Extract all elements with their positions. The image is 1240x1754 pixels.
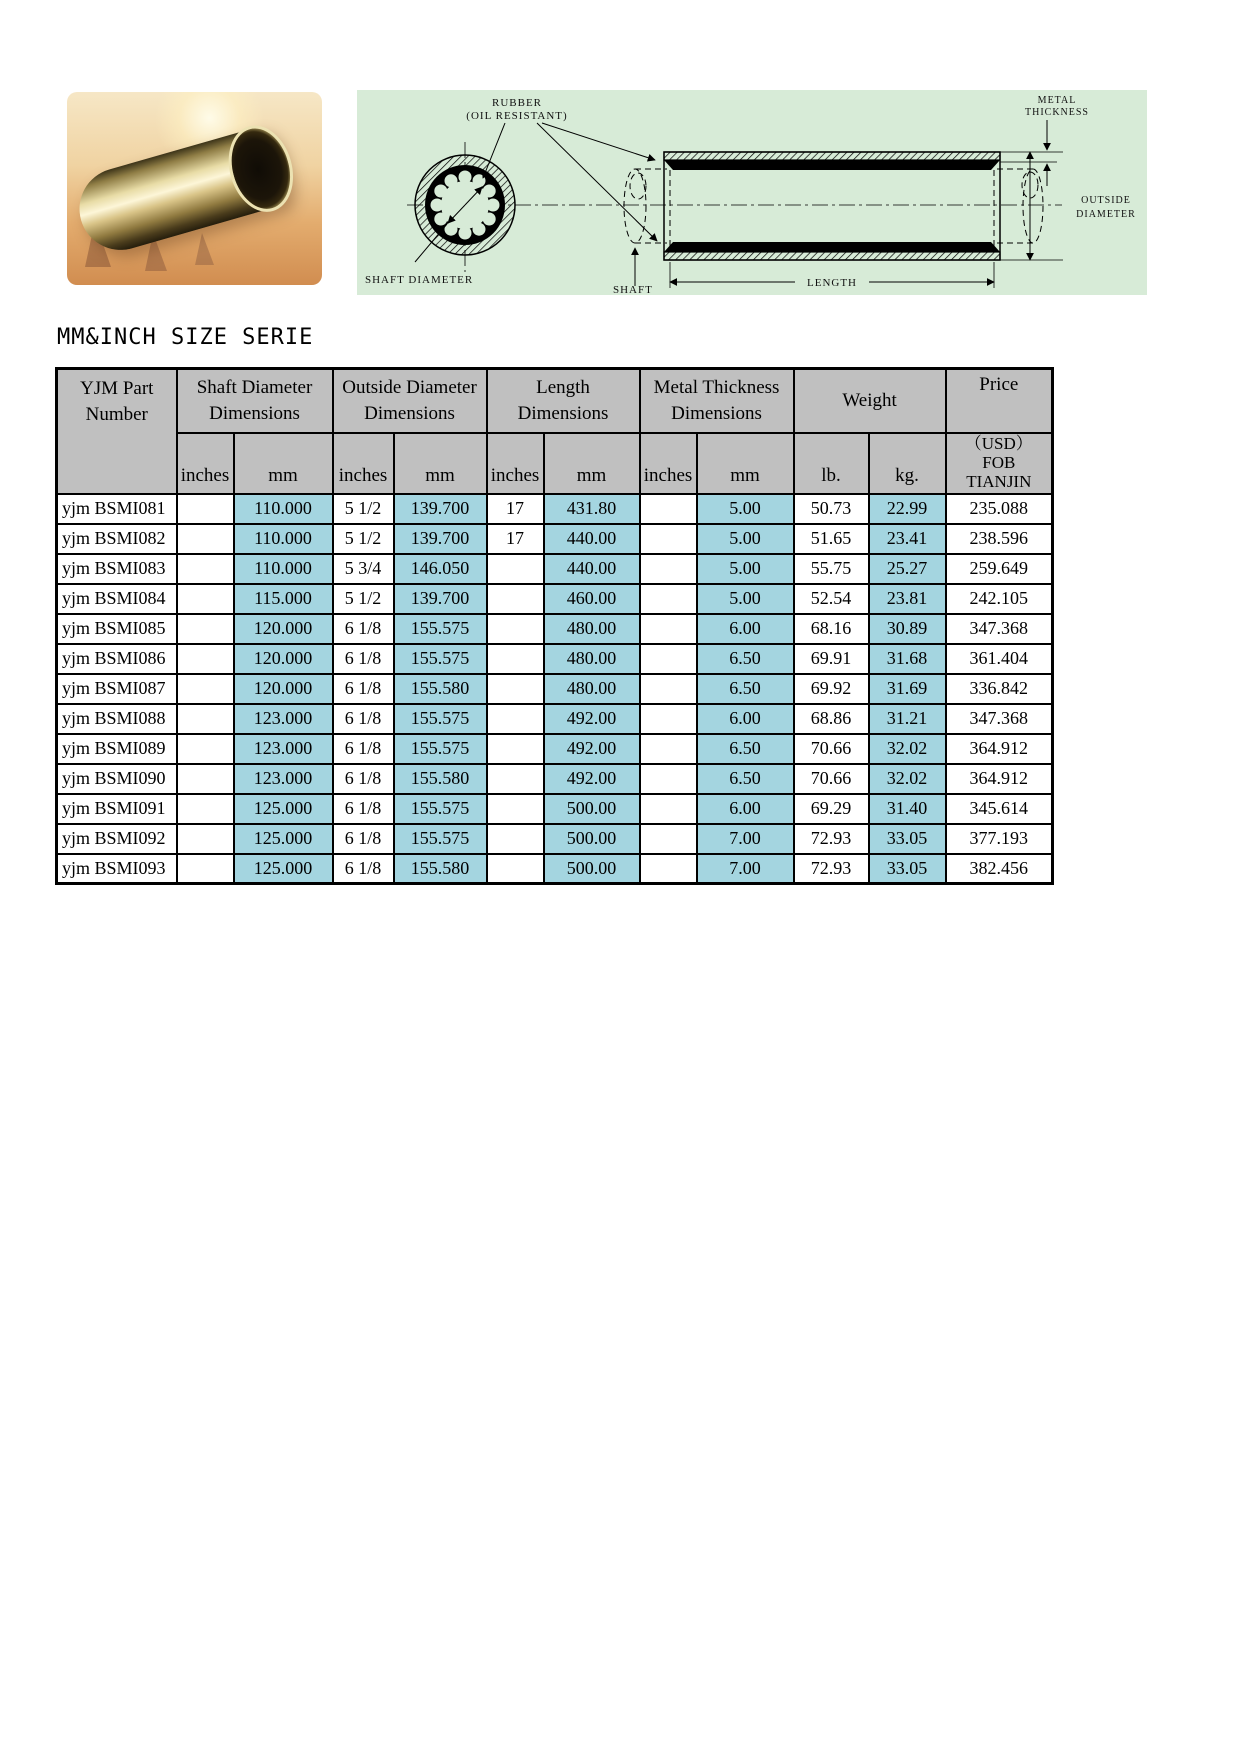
subheader-metal-inches: inches [640,433,697,494]
outside-diameter-label-line1: OUTSIDE [1081,195,1131,206]
table-cell [177,734,234,764]
table-cell: 5.00 [697,524,794,554]
table-cell: 155.580 [394,674,487,704]
table-cell: 51.65 [794,524,869,554]
table-cell: 235.088 [946,494,1053,524]
table-cell: 5.00 [697,494,794,524]
table-row [57,554,1053,584]
col-header-text: Dimensions [364,402,455,424]
table-cell [487,854,544,884]
table-cell: 6 1/8 [333,794,394,824]
table-cell [640,644,697,674]
table-row [57,644,1053,674]
part-number-cell: yjm BSMI085 [57,614,177,644]
subheader-shaft-mm: mm [234,433,333,494]
table-cell: 70.66 [794,764,869,794]
table-cell: 361.404 [946,644,1053,674]
subheader-outside-mm: mm [394,433,487,494]
table-cell: 347.368 [946,614,1053,644]
part-number-cell: yjm BSMI081 [57,494,177,524]
subheader-weight-lb: lb. [794,433,869,494]
bearing-diagram-svg [357,90,1147,295]
table-cell: 139.700 [394,584,487,614]
table-cell: 17 [487,524,544,554]
table-cell: 6 1/8 [333,764,394,794]
table-cell: 492.00 [544,704,640,734]
table-cell: 238.596 [946,524,1053,554]
table-row [57,854,1053,884]
subheader-shaft-inches: inches [177,433,234,494]
col-header-outside-diameter [333,369,487,433]
table-cell: 70.66 [794,734,869,764]
table-cell: 492.00 [544,764,640,794]
table-cell: 50.73 [794,494,869,524]
table-cell [177,824,234,854]
table-cell: 364.912 [946,764,1053,794]
table-cell: 31.69 [869,674,946,704]
table-cell [177,644,234,674]
table-cell [640,704,697,734]
table-cell: 23.41 [869,524,946,554]
table-cell: 377.193 [946,824,1053,854]
table-cell: 69.29 [794,794,869,824]
table-cell: 69.91 [794,644,869,674]
col-header-text: Price [979,374,1019,395]
table-cell: 155.580 [394,854,487,884]
subheader-length-mm: mm [544,433,640,494]
part-number-cell: yjm BSMI089 [57,734,177,764]
part-number-cell: yjm BSMI083 [57,554,177,584]
table-cell: 125.000 [234,794,333,824]
outside-diameter-label-line2: DIAMETER [1076,209,1136,220]
table-cell [177,524,234,554]
col-header-text: Dimensions [517,402,609,424]
table-cell [640,674,697,704]
table-cell: 6.50 [697,764,794,794]
subheader-metal-mm: mm [697,433,794,494]
table-cell [177,704,234,734]
table-cell: 68.86 [794,704,869,734]
table-cell: 72.93 [794,824,869,854]
table-cell: 146.050 [394,554,487,584]
subheader-outside-inches: inches [333,433,394,494]
table-cell: 110.000 [234,524,333,554]
part-number-cell: yjm BSMI093 [57,854,177,884]
shaft-label: SHAFT [613,284,653,295]
table-cell [487,824,544,854]
table-cell: 6.50 [697,674,794,704]
table-row [57,734,1053,764]
table-cell: 25.27 [869,554,946,584]
table-cell: 500.00 [544,854,640,884]
table-cell: 120.000 [234,644,333,674]
table-cell [640,614,697,644]
col-header-part-number [57,369,177,494]
table-cell: 52.54 [794,584,869,614]
table-cell: 110.000 [234,494,333,524]
table-cell: 110.000 [234,554,333,584]
col-header-text: Dimensions [671,402,762,424]
table-cell: 480.00 [544,614,640,644]
col-header-text: Shaft Diameter [196,376,313,398]
table-cell: 242.105 [946,584,1053,614]
table-cell: 492.00 [544,734,640,764]
part-number-cell: yjm BSMI091 [57,794,177,824]
table-cell [487,584,544,614]
col-header-text: Weight [842,389,897,411]
table-cell: 155.580 [394,764,487,794]
table-row [57,614,1053,644]
table-cell: 72.93 [794,854,869,884]
table-cell [487,644,544,674]
table-cell: 123.000 [234,704,333,734]
table-cell [177,674,234,704]
table-cell: 5 1/2 [333,584,394,614]
table-cell: 155.575 [394,734,487,764]
table-row [57,794,1053,824]
table-cell: 139.700 [394,494,487,524]
table-cell: 33.05 [869,824,946,854]
table-cell: 32.02 [869,734,946,764]
table-cell [640,824,697,854]
page-title: MM&INCH SIZE SERIE [57,325,314,350]
table-cell: 480.00 [544,644,640,674]
table-cell: 23.81 [869,584,946,614]
table-body [57,494,1053,884]
table-cell: 30.89 [869,614,946,644]
table-cell: 6 1/8 [333,614,394,644]
table-cell [640,764,697,794]
price-city: TIANJIN [966,471,1032,491]
table-cell [640,734,697,764]
table-cell: 155.575 [394,794,487,824]
table-cell [487,674,544,704]
subheader-weight-kg: kg. [869,433,946,494]
product-photo [67,92,322,285]
table-header [57,369,1053,494]
subheader-length-inches: inches [487,433,544,494]
table-cell: 431.80 [544,494,640,524]
table-cell [177,584,234,614]
table-cell: 125.000 [234,854,333,884]
col-header-shaft-diameter [177,369,333,433]
table-cell [177,854,234,884]
table-cell [640,554,697,584]
table-cell: 5 1/2 [333,494,394,524]
table-cell [487,734,544,764]
table-cell: 31.68 [869,644,946,674]
table-row [57,674,1053,704]
price-fob: FOB [982,452,1016,472]
table-cell: 69.92 [794,674,869,704]
table-cell [640,794,697,824]
size-table [55,367,1054,885]
sailboat-silhouette [195,233,214,265]
col-header-text: Metal Thickness [653,376,780,398]
table-cell: 460.00 [544,584,640,614]
col-header-text: Dimensions [209,402,300,424]
table-cell: 120.000 [234,614,333,644]
part-number-cell: yjm BSMI090 [57,764,177,794]
table-cell: 32.02 [869,764,946,794]
technical-diagram [357,90,1147,295]
table-cell: 6.00 [697,614,794,644]
table-cell: 336.842 [946,674,1053,704]
table-cell [640,854,697,884]
part-number-cell: yjm BSMI087 [57,674,177,704]
col-header-text: Outside Diameter [342,376,477,398]
table-cell: 440.00 [544,554,640,584]
table-cell: 347.368 [946,704,1053,734]
table-cell: 5 3/4 [333,554,394,584]
part-number-cell: yjm BSMI082 [57,524,177,554]
table-row [57,584,1053,614]
table-cell [177,494,234,524]
table-cell: 500.00 [544,794,640,824]
table-cell: 259.649 [946,554,1053,584]
table-cell: 6 1/8 [333,674,394,704]
rubber-label-line2: (OIL RESISTANT) [466,110,568,122]
col-header-text: Length [536,376,590,398]
table-cell: 500.00 [544,824,640,854]
length-label: LENGTH [807,277,857,289]
part-number-cell: yjm BSMI084 [57,584,177,614]
shaft-diameter-label: SHAFT DIAMETER [365,274,474,286]
table-cell [487,794,544,824]
table-cell: 155.575 [394,614,487,644]
table-cell: 5.00 [697,584,794,614]
table-cell: 155.575 [394,704,487,734]
table-row [57,704,1053,734]
table-cell: 6 1/8 [333,824,394,854]
table-cell: 345.614 [946,794,1053,824]
col-header-length [487,369,640,433]
table-cell: 55.75 [794,554,869,584]
table-cell: 6.50 [697,644,794,674]
table-cell: 364.912 [946,734,1053,764]
table-cell: 123.000 [234,734,333,764]
price-currency: （USD） [964,433,1033,453]
col-header-price [946,369,1053,433]
table-cell: 31.21 [869,704,946,734]
table-cell: 480.00 [544,674,640,704]
subheader-price-fob [946,433,1053,494]
table-cell [640,494,697,524]
table-cell: 6 1/8 [333,644,394,674]
table-cell [487,764,544,794]
table-cell [177,554,234,584]
table-cell: 17 [487,494,544,524]
table-row [57,824,1053,854]
metal-thickness-label-line2: THICKNESS [1024,107,1090,118]
table-cell: 6 1/8 [333,734,394,764]
col-header-metal-thickness [640,369,794,433]
table-cell [487,614,544,644]
table-cell [487,554,544,584]
table-cell [177,764,234,794]
part-number-cell: yjm BSMI086 [57,644,177,674]
table-cell: 6 1/8 [333,854,394,884]
table-cell: 7.00 [697,854,794,884]
table-cell [640,584,697,614]
table-cell: 5.00 [697,554,794,584]
table-cell [487,704,544,734]
table-cell: 6 1/8 [333,704,394,734]
table-cell: 123.000 [234,764,333,794]
table-cell: 5 1/2 [333,524,394,554]
table-cell: 6.00 [697,794,794,824]
table-cell [177,614,234,644]
table-cell: 115.000 [234,584,333,614]
col-header-weight [794,369,946,433]
table-row [57,764,1053,794]
rubber-label-line1: RUBBER [491,97,543,109]
table-cell: 31.40 [869,794,946,824]
table-cell: 120.000 [234,674,333,704]
table-cell: 155.575 [394,824,487,854]
table-cell: 139.700 [394,524,487,554]
table-cell: 6.00 [697,704,794,734]
table-cell: 440.00 [544,524,640,554]
part-number-cell: yjm BSMI092 [57,824,177,854]
table-cell: 68.16 [794,614,869,644]
table-cell: 382.456 [946,854,1053,884]
table-cell: 125.000 [234,824,333,854]
table-cell: 6.50 [697,734,794,764]
part-number-cell: yjm BSMI088 [57,704,177,734]
col-header-text: YJM Part [80,378,154,399]
metal-thickness-label-line1: METAL [1037,95,1077,106]
table-cell: 22.99 [869,494,946,524]
table-row [57,524,1053,554]
table-row [57,494,1053,524]
table-cell [640,524,697,554]
table-cell: 33.05 [869,854,946,884]
table-cell: 7.00 [697,824,794,854]
table-cell: 155.575 [394,644,487,674]
col-header-text: Number [85,404,148,425]
table-cell [177,794,234,824]
